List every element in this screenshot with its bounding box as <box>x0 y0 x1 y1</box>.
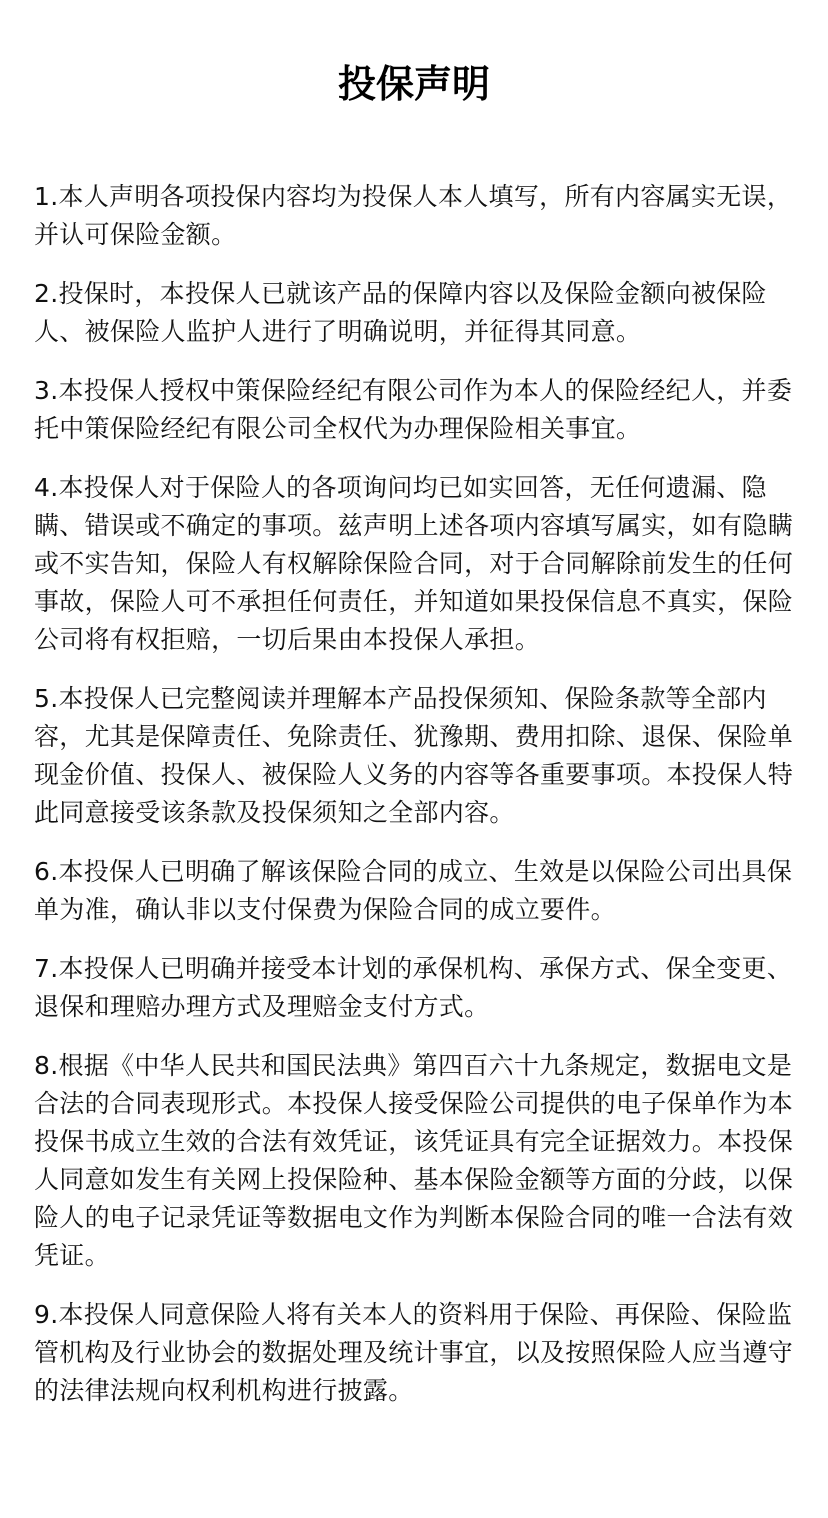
clause-1: 1.本人声明各项投保内容均为投保人本人填写，所有内容属实无误，并认可保险金额。 <box>34 182 793 249</box>
page-title: 投保声明 <box>337 62 490 106</box>
clause-8: 8.根据《中华人民共和国民法典》第四百六十九条规定，数据电文是合法的合同表现形式。本投保人接受保险公司提供的电子保单作为本投保书成立生效的合法有效凭证，该凭证具有完全证据效力。本投保人同意如发生有关网上投保险种、基本保险金额等方面的分歧，以保险人的电子记录凭证等数据电文作为判断本保险合同的唯一合法有效凭证。 <box>34 1051 794 1270</box>
clause-3: 3.本投保人授权中策保险经纪有限公司作为本人的保险经纪人，并委托中策保险经纪有限公司全权代为办理保险相关事宜。 <box>34 376 793 443</box>
clause-9: 9.本投保人同意保险人将有关本人的资料用于保险、再保险、保险监管机构及行业协会的数据处理及统计事宜，以及按照保险人应当遵守的法律法规向权利机构进行披露。 <box>34 1300 794 1405</box>
clause-list <box>34 178 794 1410</box>
clause-7: 7.本投保人已明确并接受本计划的承保机构、承保方式、保全变更、退保和理赔办理方式及理赔金支付方式。 <box>34 954 793 1021</box>
clause-6: 6.本投保人已明确了解该保险合同的成立、生效是以保险公司出具保单为准，确认非以支付保费为保险合同的成立要件。 <box>34 857 793 924</box>
clause-4: 4.本投保人对于保险人的各项询问均已如实回答，无任何遗漏、隐瞒、错误或不确定的事项。兹声明上述各项内容填写属实，如有隐瞒或不实告知，保险人有权解除保险合同，对于合同解除前发生的任何事故，保险人可不承担任何责任，并知道如果投保信息不真实，保险公司将有权拒赔，一切后果由本投保人承担。 <box>34 473 794 654</box>
clause-2: 2.投保时，本投保人已就该产品的保障内容以及保险金额向被保险人、被保险人监护人进行了明确说明，并征得其同意。 <box>34 279 767 346</box>
clause-5: 5.本投保人已完整阅读并理解本产品投保须知、保险条款等全部内容，尤其是保障责任、免除责任、犹豫期、费用扣除、退保、保险单现金价值、投保人、被保险人义务的内容等各重要事项。本投保人特此同意接受该条款及投保须知之全部内容。 <box>34 684 794 827</box>
